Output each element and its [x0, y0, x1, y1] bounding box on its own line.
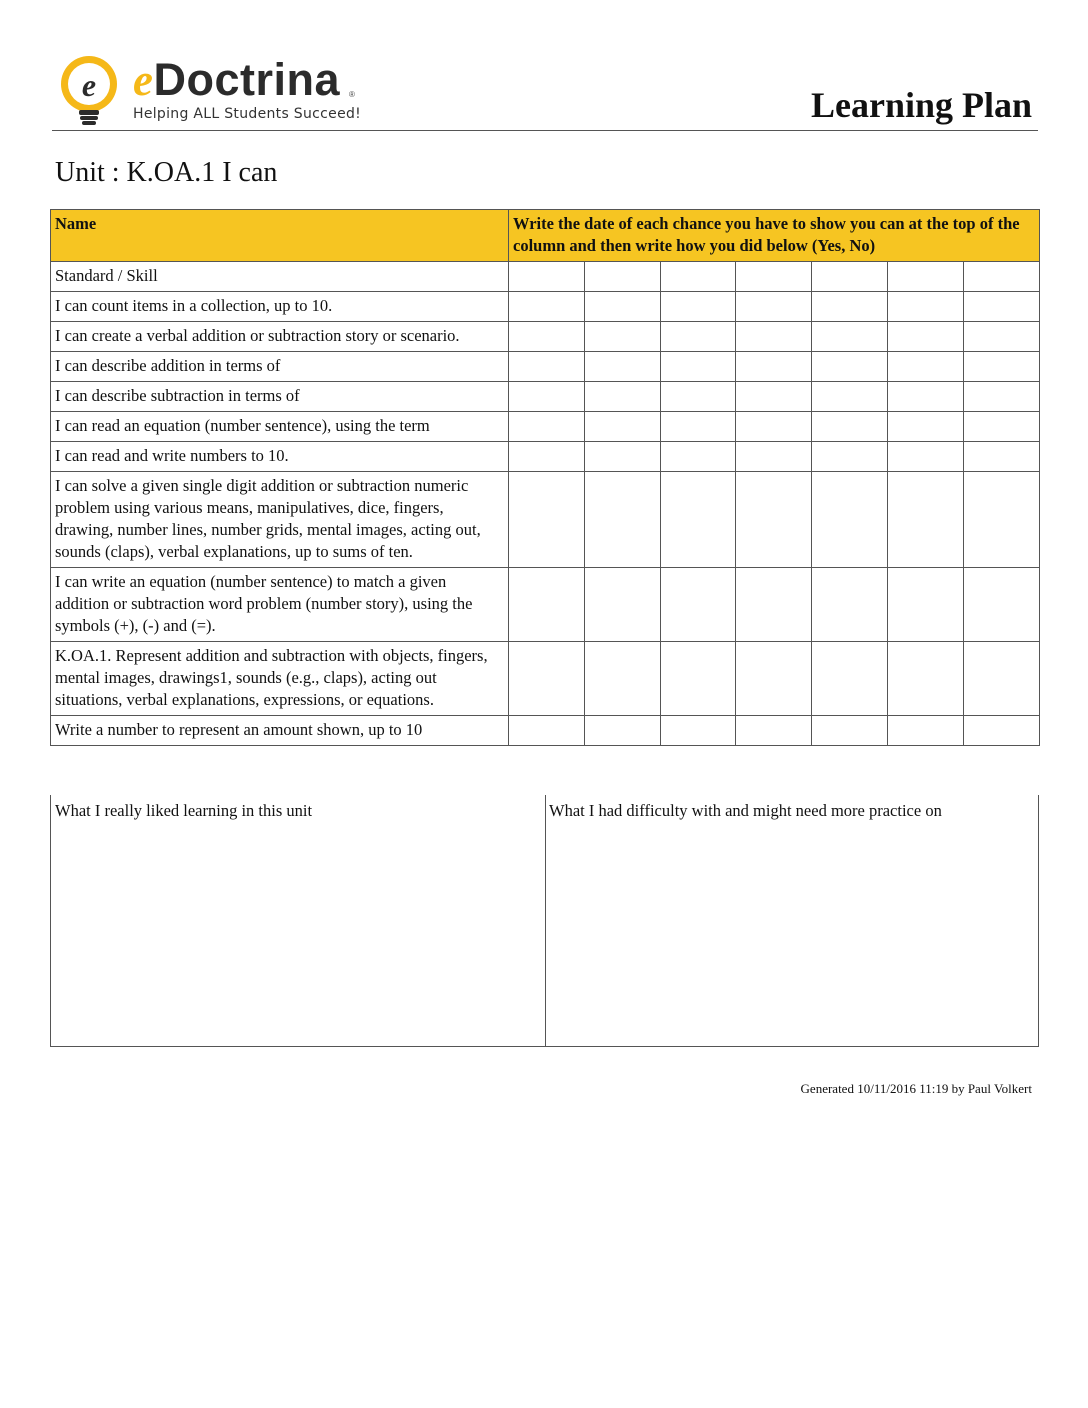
result-cell[interactable]	[509, 382, 585, 412]
name-header: Name	[51, 210, 509, 262]
reflection-section	[50, 795, 1039, 1047]
table-row	[51, 716, 1040, 746]
skill-label: I can read and write numbers to 10.	[51, 442, 509, 472]
result-cell[interactable]	[661, 472, 736, 568]
result-cell[interactable]	[509, 292, 585, 322]
result-cell[interactable]	[964, 568, 1040, 642]
logo-tagline: Helping ALL Students Succeed!	[133, 106, 362, 122]
result-cell[interactable]	[661, 642, 736, 716]
result-cell[interactable]	[888, 382, 964, 412]
table-header-row	[51, 210, 1040, 262]
result-cell[interactable]	[888, 322, 964, 352]
result-cell[interactable]	[812, 472, 888, 568]
result-cell[interactable]	[888, 412, 964, 442]
result-cell[interactable]	[509, 322, 585, 352]
table-row	[51, 382, 1040, 412]
result-cell[interactable]	[661, 382, 736, 412]
result-cell[interactable]	[736, 716, 812, 746]
learning-plan-table	[50, 209, 1040, 746]
result-cell[interactable]	[585, 352, 661, 382]
skill-label: K.OA.1. Represent addition and subtraction with objects, fingers, mental images, drawings1, sounds (e.g., claps), acting out situations, verbal explanations, expressions, or equations.	[51, 642, 509, 716]
result-cell[interactable]	[964, 382, 1040, 412]
result-cell[interactable]	[964, 716, 1040, 746]
skill-label: I can read an equation (number sentence), using the term	[51, 412, 509, 442]
result-cell[interactable]	[585, 442, 661, 472]
result-cell[interactable]	[509, 472, 585, 568]
result-cell[interactable]	[585, 568, 661, 642]
unit-title: Unit : K.OA.1 I can	[55, 157, 278, 188]
table-row	[51, 442, 1040, 472]
result-cell[interactable]	[661, 322, 736, 352]
result-cell[interactable]	[509, 352, 585, 382]
difficulty-label: What I had difficulty with and might need more practice on	[549, 801, 942, 820]
result-cell[interactable]	[661, 716, 736, 746]
result-cell[interactable]	[812, 412, 888, 442]
page-title: Learning Plan	[810, 85, 1032, 125]
table-row	[51, 352, 1040, 382]
date-cell[interactable]	[585, 262, 661, 292]
result-cell[interactable]	[509, 568, 585, 642]
result-cell[interactable]	[964, 642, 1040, 716]
result-cell[interactable]	[812, 716, 888, 746]
logo-e: e	[133, 55, 154, 105]
result-cell[interactable]	[888, 352, 964, 382]
result-cell[interactable]	[736, 412, 812, 442]
result-cell[interactable]	[736, 642, 812, 716]
liked-learning-label: What I really liked learning in this unit	[55, 801, 313, 820]
result-cell[interactable]	[736, 472, 812, 568]
result-cell[interactable]	[585, 382, 661, 412]
date-cell[interactable]	[812, 262, 888, 292]
result-cell[interactable]	[509, 642, 585, 716]
table-row	[51, 322, 1040, 352]
result-cell[interactable]	[888, 292, 964, 322]
logo-name: Doctrina	[153, 54, 341, 105]
date-cell[interactable]	[509, 262, 585, 292]
table-row	[51, 568, 1040, 642]
result-cell[interactable]	[509, 412, 585, 442]
result-cell[interactable]	[964, 322, 1040, 352]
result-cell[interactable]	[736, 382, 812, 412]
instructions-header: Write the date of each chance you have to show you can at the top of the column and then write how you did below (Yes, No)	[509, 210, 1040, 262]
result-cell[interactable]	[661, 352, 736, 382]
skill-label: I can write an equation (number sentence) to match a given addition or subtraction word problem (number story), using the symbols (+), (-) and (=).	[51, 568, 509, 642]
date-cell[interactable]	[888, 262, 964, 292]
standard-skill-label: Standard / Skill	[51, 262, 509, 292]
date-cell[interactable]	[736, 262, 812, 292]
result-cell[interactable]	[964, 352, 1040, 382]
result-cell[interactable]	[585, 322, 661, 352]
result-cell[interactable]	[509, 442, 585, 472]
result-cell[interactable]	[585, 412, 661, 442]
table-row	[51, 292, 1040, 322]
registered-mark: ®	[349, 90, 355, 99]
result-cell[interactable]	[736, 292, 812, 322]
result-cell[interactable]	[964, 412, 1040, 442]
result-cell[interactable]	[812, 322, 888, 352]
result-cell[interactable]	[964, 292, 1040, 322]
result-cell[interactable]	[812, 382, 888, 412]
result-cell[interactable]	[736, 568, 812, 642]
skill-label: I can count items in a collection, up to 10.	[51, 292, 509, 322]
difficulty-box[interactable]	[545, 795, 1038, 1046]
skill-label: Write a number to represent an amount shown, up to 10	[51, 716, 509, 746]
skill-label: I can describe addition in terms of	[51, 352, 509, 382]
result-cell[interactable]	[661, 292, 736, 322]
table-row	[51, 472, 1040, 568]
date-cell[interactable]	[964, 262, 1040, 292]
logo-wordmark	[133, 56, 340, 104]
result-cell[interactable]	[964, 442, 1040, 472]
edoctrina-logo	[55, 52, 375, 127]
result-cell[interactable]	[661, 568, 736, 642]
result-cell[interactable]	[736, 352, 812, 382]
table-row	[51, 412, 1040, 442]
result-cell[interactable]	[888, 642, 964, 716]
date-cell[interactable]	[661, 262, 736, 292]
result-cell[interactable]	[888, 442, 964, 472]
result-cell[interactable]	[661, 442, 736, 472]
result-cell[interactable]	[888, 568, 964, 642]
result-cell[interactable]	[888, 472, 964, 568]
result-cell[interactable]	[585, 716, 661, 746]
standard-skill-row	[51, 262, 1040, 292]
result-cell[interactable]	[812, 642, 888, 716]
result-cell[interactable]	[812, 352, 888, 382]
result-cell[interactable]	[812, 292, 888, 322]
header-divider	[52, 130, 1038, 131]
result-cell[interactable]	[509, 716, 585, 746]
generated-footer: Generated 10/11/2016 11:19 by Paul Volkert	[800, 1081, 1032, 1096]
skill-label: I can solve a given single digit addition or subtraction numeric problem using various means, manipulatives, dice, fingers, drawing, number lines, number grids, mental images, acting out, sounds (claps), verbal explanations, up to sums of ten.	[51, 472, 509, 568]
result-cell[interactable]	[964, 472, 1040, 568]
result-cell[interactable]	[736, 322, 812, 352]
logo-icon-letter: e	[81, 67, 97, 103]
result-cell[interactable]	[812, 568, 888, 642]
skill-label: I can describe subtraction in terms of	[51, 382, 509, 412]
result-cell[interactable]	[585, 292, 661, 322]
result-cell[interactable]	[585, 642, 661, 716]
liked-learning-box[interactable]	[51, 795, 546, 1046]
result-cell[interactable]	[888, 716, 964, 746]
result-cell[interactable]	[661, 412, 736, 442]
result-cell[interactable]	[736, 442, 812, 472]
result-cell[interactable]	[585, 472, 661, 568]
lightbulb-icon	[55, 52, 125, 127]
table-row	[51, 642, 1040, 716]
result-cell[interactable]	[812, 442, 888, 472]
skill-label: I can create a verbal addition or subtraction story or scenario.	[51, 322, 509, 352]
